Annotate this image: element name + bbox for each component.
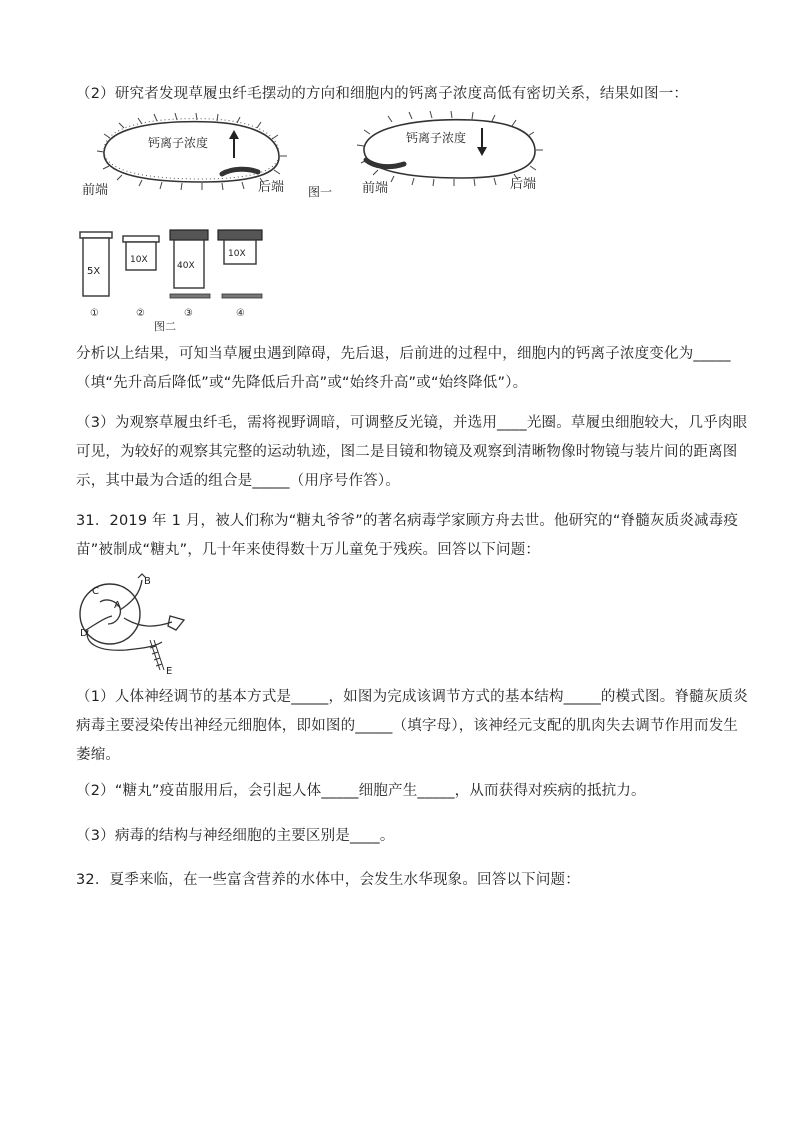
lens-1-label: 5X (87, 266, 101, 277)
q31-part1-line-1: （1）人体神经调节的基本方式是_____，如图为完成该调节方式的基本结构_____的模式图。脊髓灰质炎 (76, 689, 748, 705)
figure-2-lenses (78, 224, 278, 334)
paramecium-cell-2 (357, 111, 543, 196)
figure-1-paramecium (82, 112, 552, 204)
q32-intro-text: 32．夏季来临，在一些富含营养的水体中，会发生水华现象。回答以下问题： (76, 872, 580, 888)
cell2-front-label: 前端 (362, 181, 389, 196)
lens-4-label: 10X (228, 249, 246, 259)
down-arrow-head (477, 147, 487, 156)
lens-2-label: 10X (130, 255, 148, 265)
q30-part3-line-2: 可见，为较好的观察其完整的运动轨迹，图二是目镜和物镜及观察到清晰物像时物镜与装片间的距离图 (76, 444, 738, 460)
q30-analysis (76, 340, 731, 398)
lens-4-number: ④ (236, 308, 245, 319)
q32-intro (76, 866, 724, 895)
lens-1-eyepiece (80, 232, 112, 296)
cell1-front-label: 前端 (82, 183, 109, 198)
figure-1-caption: 图一 (308, 185, 333, 199)
label-B: B (144, 576, 151, 587)
lens-2-number: ② (136, 308, 145, 319)
lens-4-objective (218, 230, 262, 298)
q31-part1 (76, 683, 748, 770)
label-A: A (114, 600, 121, 611)
q31-part1-line-3: 萎缩。 (76, 747, 121, 763)
q31-part3-text: （3）病毒的结构与神经细胞的主要区别是____。 (76, 828, 395, 844)
paramecium-cell-1 (82, 113, 287, 198)
figure-2-drawing (78, 224, 278, 334)
q30-analysis-line-1: 分析以上结果，可知当草履虫遇到障碍，先后退，后前进的过程中，细胞内的钙离子浓度变化为_____ (76, 346, 731, 362)
cell1-rear-label: 后端 (258, 180, 285, 195)
q30-part3-line-3: 示，其中最为合适的组合是_____（用序号作答）。 (76, 473, 400, 489)
q30-part3 (76, 409, 748, 496)
lens-3-number: ③ (184, 308, 193, 319)
label-E: E (166, 666, 173, 677)
q30-analysis-line-2: （填“先升高后降低”或“先降低后升高”或“始终升高”或“始终降低”）。 (76, 375, 528, 391)
cell1-ion-label: 钙离子浓度 (148, 136, 209, 150)
lens-3-objective (170, 230, 210, 298)
spinal-cord-section (80, 584, 140, 644)
q31-intro-line-1: 31．2019 年 1 月，被人们称为“糖丸爷爷”的著名病毒学家顾方舟去世。他研究的“脊髓灰质炎减毒疫 (76, 513, 739, 529)
slide-3 (170, 294, 210, 298)
figure-1-drawing (82, 112, 552, 204)
figure-2-caption: 图二 (154, 320, 176, 333)
up-arrow-head (229, 130, 239, 139)
label-C: C (92, 586, 99, 597)
q31-intro (76, 507, 739, 565)
lens-3-label: 40X (177, 261, 195, 271)
lens-2-eyepiece (123, 236, 159, 270)
cell2-ion-label: 钙离子浓度 (406, 131, 467, 145)
q30-part2-text: （2）研究者发现草履虫纤毛摆动的方向和细胞内的钙离子浓度高低有密切关系，结果如图一： (76, 86, 689, 102)
figure-reflex-arc (76, 572, 196, 680)
q31-part3 (76, 822, 724, 851)
cell2-rear-label: 后端 (510, 177, 537, 192)
q31-intro-line-2: 苗”被制成“糖丸”，几十年来使得数十万儿童免于残疾。回答以下问题： (76, 542, 541, 558)
label-D: D (80, 628, 88, 639)
q30-part2 (76, 80, 724, 109)
reflex-arc-drawing (76, 572, 196, 680)
q31-part2-text: （2）“糖丸”疫苗服用后，会引起人体_____细胞产生_____，从而获得对疾病的抵抗力。 (76, 783, 646, 799)
slide-4 (222, 294, 262, 298)
q31-part2 (76, 777, 724, 806)
lens-1-number: ① (90, 308, 99, 319)
q30-part3-line-1: （3）为观察草履虫纤毛，需将视野调暗，可调整反光镜，并选用____光圈。草履虫细胞较大，几乎肉眼 (76, 415, 748, 431)
q31-part1-line-2: 病毒主要浸染传出神经元细胞体，即如图的_____（填字母），该神经元支配的肌肉失去调节作用而发生 (76, 718, 739, 734)
